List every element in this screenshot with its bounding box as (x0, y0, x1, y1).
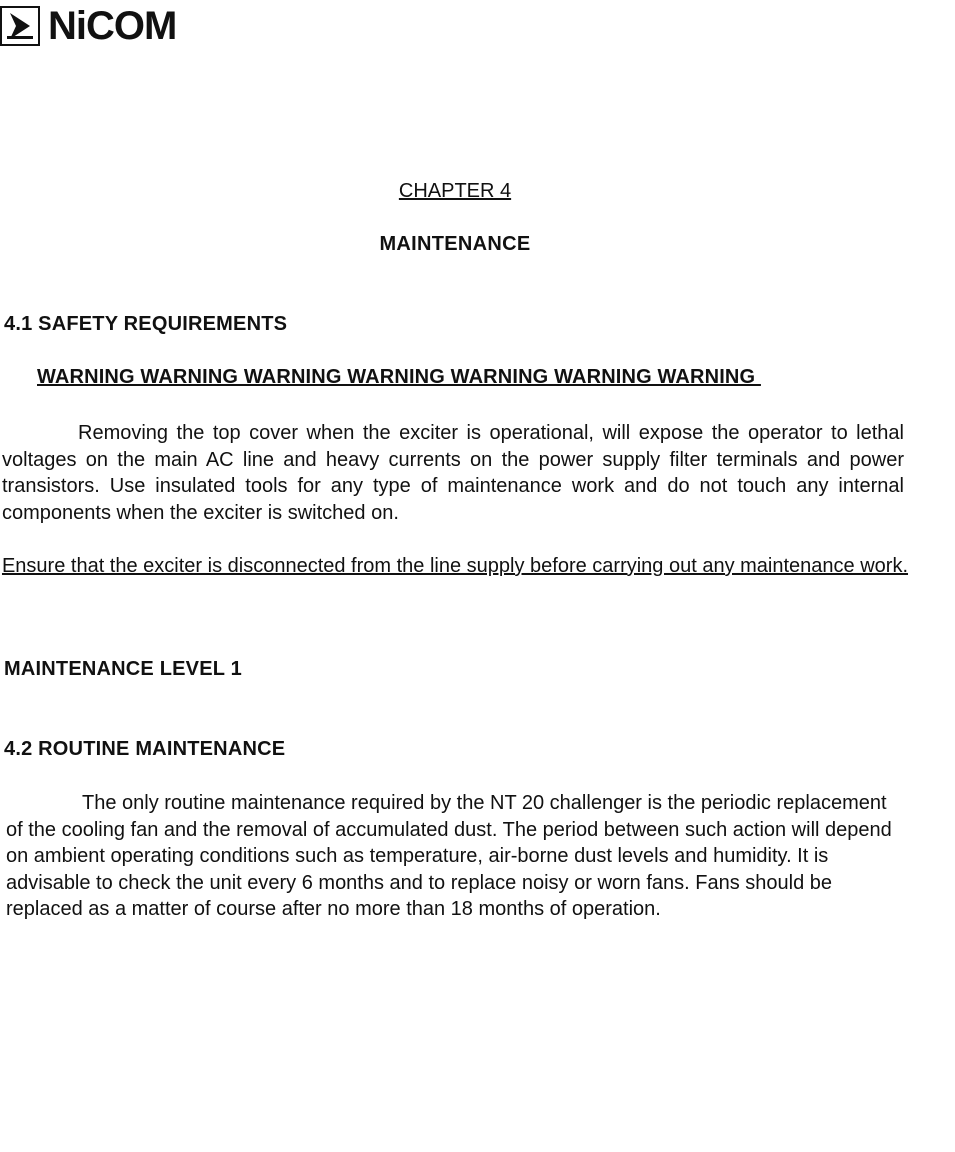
company-logo (0, 4, 176, 48)
safety-paragraph: Removing the top cover when the exciter is operational, will expose the operator to lethal voltages on the main AC line and heavy currents on the power supply filter terminals and power transistors. Use insulated tools for any type of maintenance work and do not touch any internal components when the exciter is switched on. (2, 422, 904, 524)
section-heading-routine: 4.2 ROUTINE MAINTENANCE (4, 738, 286, 760)
chapter-label: CHAPTER 4 (398, 180, 512, 202)
logo-text: NiCOM (48, 4, 177, 48)
nicom-logo-icon (0, 6, 40, 46)
logo-arrow-icon (4, 10, 36, 42)
disconnect-notice: Ensure that the exciter is disconnected from the line supply before carrying out any maintenance work. (1, 555, 909, 577)
section-heading-safety: 4.1 SAFETY REQUIREMENTS (4, 313, 288, 335)
section-heading-level: MAINTENANCE LEVEL 1 (4, 658, 242, 680)
chapter-title: MAINTENANCE (379, 233, 531, 255)
warning-banner: WARNING WARNING WARNING WARNING WARNING WARNING WARNING (37, 366, 761, 388)
routine-paragraph: The only routine maintenance required by the NT 20 challenger is the periodic replacement of the cooling fan and the removal of accumulated dust. The period between such action will depend on ambient operating conditions such as temperature, air-borne dust levels and humidity. It is advisable to check the unit every 6 months and to replace noisy or worn fans. Fans should be replaced as a matter of course after no more than 18 months of operation. (6, 792, 892, 920)
